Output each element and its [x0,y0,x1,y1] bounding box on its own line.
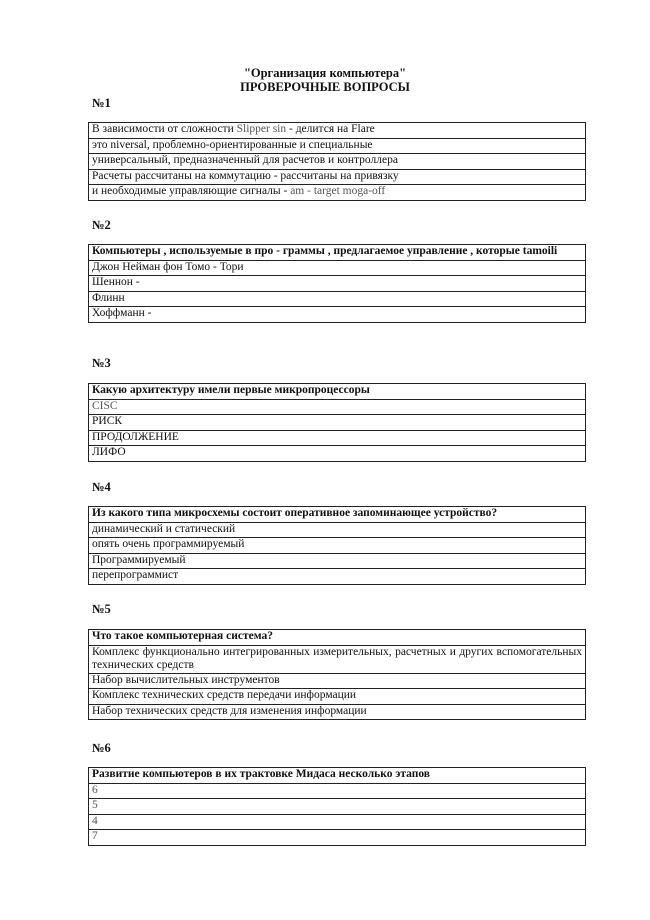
answer-option[interactable]: Комплекс функционально интегрированных измерительных, расчетных и других вспомогательных технических средств [89,645,586,673]
answer-option[interactable]: 6 [89,783,586,799]
table-row [89,154,586,170]
q1-text-line-4: Расчеты рассчитаны на коммутацию - рассчитаны на привязку [89,169,586,185]
answer-option[interactable]: Набор вычислительных инструментов [89,673,586,689]
table-row [89,569,586,585]
answer-option[interactable]: Набор технических средств для изменения информации [89,704,586,720]
answer-option[interactable]: перепрограммист [89,569,586,585]
table-row [89,169,586,185]
table-row [89,260,586,276]
table-row [89,553,586,569]
q1-text-line-1: В зависимости от сложности Slipper sin - делится на Flare [89,123,586,139]
answer-option[interactable]: РИСК [89,415,586,431]
table-row [89,399,586,415]
question-2-number: №2 [92,218,111,232]
question-3-table [88,383,586,462]
table-row [89,814,586,830]
answer-option[interactable]: Джон Нейман фон Томо - Тори [89,260,586,276]
document-title: ПРОВЕРОЧНЫЕ ВОПРОСЫ [240,80,410,94]
answer-option[interactable]: ЛИФО [89,446,586,462]
q1-text-line-5: и необходимые управляющие сигналы - am - target moga-off [89,185,586,201]
table-row [89,185,586,201]
table-row [89,783,586,799]
table-row [89,307,586,323]
answer-option[interactable]: ПРОДОЛЖЕНИЕ [89,430,586,446]
question-6-table [88,767,586,846]
question-4-header: Из какого типа микросхемы состоит оперативное запоминающее устройство? [89,507,586,523]
question-5-table [88,629,586,720]
table-row [89,384,586,400]
answer-option[interactable]: опять очень программируемый [89,538,586,554]
question-5-number: №5 [92,602,111,616]
question-1-number: №1 [92,96,111,110]
q1-text-line-2: это niversal, проблемно-ориентированные и специальные [89,138,586,154]
answer-option[interactable]: Флинн [89,291,586,307]
table-row [89,276,586,292]
table-row [89,522,586,538]
table-row [89,799,586,815]
answer-option[interactable]: 5 [89,799,586,815]
answer-option[interactable]: динамический и статический [89,522,586,538]
question-2-table [88,244,586,323]
table-row [89,830,586,846]
question-5-header: Что такое компьютерная система? [89,630,586,646]
answer-option[interactable]: CISC [89,399,586,415]
answer-option[interactable]: 7 [89,830,586,846]
table-row [89,415,586,431]
question-2-header: Компьютеры , используемые в про - граммы , предлагаемое управление , которые tamoili [89,245,586,261]
table-row [89,430,586,446]
table-row [89,291,586,307]
table-row [89,673,586,689]
question-3-number: №3 [92,356,111,370]
answer-option[interactable]: Шеннон - [89,276,586,292]
question-6-number: №6 [92,741,111,755]
table-row [89,538,586,554]
answer-option[interactable]: Комплекс технических средств передачи информации [89,689,586,705]
document-subject: "Организация компьютера" [243,66,407,80]
answer-option[interactable]: Программируемый [89,553,586,569]
q1-text-line-3: универсальный, предназначенный для расчетов и контроллера [89,154,586,170]
question-6-header: Развитие компьютеров в их трактовке Мидаса несколько этапов [89,768,586,784]
table-row [89,446,586,462]
table-row [89,507,586,523]
answer-option[interactable]: Хоффманн - [89,307,586,323]
answer-option[interactable]: 4 [89,814,586,830]
table-row [89,245,586,261]
question-3-header: Какую архитектуру имели первые микропроцессоры [89,384,586,400]
table-row [89,630,586,646]
question-1-table [88,122,586,201]
question-4-table [88,506,586,585]
question-4-number: №4 [92,480,111,494]
table-row [89,689,586,705]
table-row [89,768,586,784]
table-row [89,704,586,720]
table-row [89,123,586,139]
table-row [89,138,586,154]
table-row [89,645,586,673]
